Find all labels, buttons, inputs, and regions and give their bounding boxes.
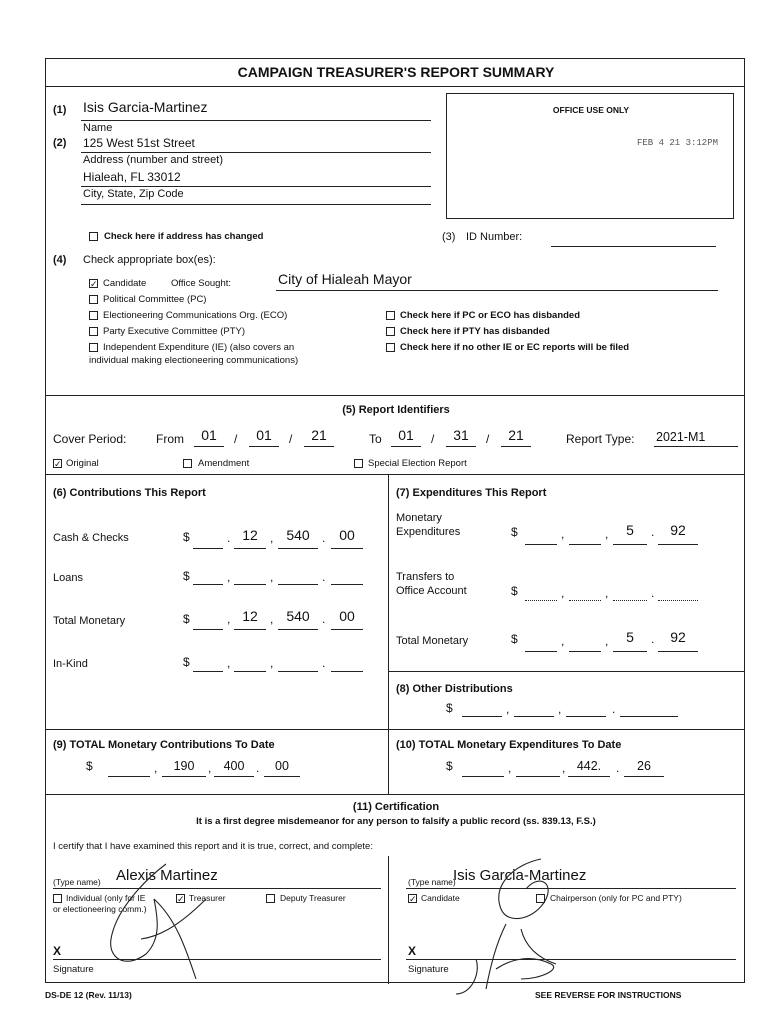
currency: $ xyxy=(446,759,453,773)
candidate-signature[interactable] xyxy=(446,854,586,999)
certification-title: (11) Certification xyxy=(352,801,440,813)
slash: / xyxy=(486,432,490,446)
form-title: CAMPAIGN TREASURER'S REPORT SUMMARY xyxy=(237,64,555,80)
to-day[interactable]: 31 xyxy=(453,427,469,443)
dot: . xyxy=(616,761,620,775)
from-day[interactable]: 01 xyxy=(256,427,272,443)
no-other-ie-checkbox[interactable] xyxy=(386,343,395,352)
comma: , xyxy=(506,702,510,716)
comma: , xyxy=(227,570,231,584)
currency: $ xyxy=(183,655,190,669)
monetary-exp-dollars[interactable]: 5 xyxy=(626,522,634,538)
transfers-label-line2: Office Account xyxy=(396,585,467,597)
treasurer-name[interactable]: Alexis Martinez xyxy=(116,867,218,884)
misdemeanor-warning: It is a first degree misdemeanor for any person to falsify a public record (ss. 839.13, F.S.) xyxy=(196,816,596,827)
to-year[interactable]: 21 xyxy=(508,427,524,443)
candidate-signature-label: Signature xyxy=(408,964,449,975)
monetary-exp-label-line2: Expenditures xyxy=(396,526,461,538)
exp-to-date-cents[interactable]: 26 xyxy=(637,759,651,773)
slash: / xyxy=(431,432,435,446)
report-type-value[interactable]: 2021-M1 xyxy=(656,430,706,444)
total-monetary-contrib-label: Total Monetary xyxy=(53,615,126,627)
item2-num: (2) xyxy=(53,137,67,149)
office-sought-label: Office Sought: xyxy=(171,278,232,289)
id-number-field[interactable] xyxy=(551,246,716,247)
dot: . xyxy=(322,570,326,584)
currency: $ xyxy=(183,530,190,544)
candidate-x-mark: X xyxy=(408,944,417,958)
eco-label: Electioneering Communications Org. (ECO) xyxy=(103,310,288,321)
dot: . xyxy=(651,586,655,600)
cash-cents[interactable]: 00 xyxy=(339,527,355,543)
candidate-signer-name[interactable]: Isis Garcia-Martinez xyxy=(453,867,587,884)
contrib-to-date-cents[interactable]: 00 xyxy=(275,759,289,773)
comma: , xyxy=(562,761,566,775)
candidate-checkbox[interactable]: ✓ xyxy=(90,279,98,289)
id-number-num: (3) xyxy=(442,231,456,243)
pc-checkbox[interactable] xyxy=(89,295,98,304)
type-name-label: (Type name) xyxy=(408,877,456,887)
comma: , xyxy=(561,586,565,600)
original-label: Original xyxy=(66,458,99,469)
dot: . xyxy=(322,531,326,545)
campaign-report-form xyxy=(45,58,745,983)
comma: , xyxy=(605,634,609,648)
city-value[interactable]: Hialeah, FL 33012 xyxy=(83,170,181,184)
form-id: DS-DE 12 (Rev. 11/13) xyxy=(45,990,132,1000)
treasurer-signature-label: Signature xyxy=(53,964,94,975)
comma: , xyxy=(605,586,609,600)
comma: , xyxy=(558,702,562,716)
deputy-treasurer-label: Deputy Treasurer xyxy=(280,893,346,903)
cover-period-label: Cover Period: xyxy=(53,432,127,446)
candidate-cert-label: Candidate xyxy=(421,893,460,903)
total-monetary-exp-label: Total Monetary xyxy=(396,635,469,647)
individual-label-line1: Individual (only for IE xyxy=(66,893,146,903)
name-label: Name xyxy=(83,122,113,134)
to-month[interactable]: 01 xyxy=(398,427,414,443)
comma: , xyxy=(561,527,565,541)
contrib-to-date-hundreds[interactable]: 400 xyxy=(223,759,245,773)
total-exp-cents[interactable]: 92 xyxy=(670,629,686,645)
comma: , xyxy=(508,761,512,775)
comma: , xyxy=(227,656,231,670)
monetary-exp-label-line1: Monetary xyxy=(396,512,442,524)
expenditures-title: (7) Expenditures This Report xyxy=(396,487,547,499)
comma: , xyxy=(154,761,158,775)
dot: . xyxy=(651,632,655,646)
currency: $ xyxy=(183,612,190,626)
treasurer-signature[interactable] xyxy=(86,859,226,984)
office-use-box xyxy=(446,93,734,219)
to-label: To xyxy=(369,432,382,446)
contributions-title: (6) Contributions This Report xyxy=(53,487,206,499)
deputy-treasurer-checkbox[interactable] xyxy=(266,894,275,903)
total-exp-to-date-title: (10) TOTAL Monetary Expenditures To Date xyxy=(396,739,622,751)
pty-label: Party Executive Committee (PTY) xyxy=(103,326,246,337)
special-election-checkbox[interactable] xyxy=(354,459,363,468)
transfers-label-line1: Transfers to xyxy=(396,571,455,583)
comma: , xyxy=(270,570,274,584)
pc-eco-disbanded-checkbox[interactable] xyxy=(386,311,395,320)
candidate-name-value[interactable]: Isis Garcia-Martinez xyxy=(83,99,208,115)
report-identifiers-title: (5) Report Identifiers xyxy=(342,404,450,416)
currency: $ xyxy=(511,632,518,646)
comma: , xyxy=(208,761,212,775)
item4-label: Check appropriate box(es): xyxy=(83,254,216,266)
cash-hundreds[interactable]: 540 xyxy=(286,527,310,543)
individual-checkbox[interactable] xyxy=(53,894,62,903)
from-month[interactable]: 01 xyxy=(201,427,217,443)
address-changed-checkbox[interactable] xyxy=(89,232,98,241)
comma: , xyxy=(561,634,565,648)
item1-num: (1) xyxy=(53,104,67,116)
original-checkbox[interactable]: ✓ xyxy=(54,459,62,469)
eco-checkbox[interactable] xyxy=(89,311,98,320)
treasurer-checkbox[interactable]: ✓ xyxy=(177,894,185,904)
comma: , xyxy=(270,612,274,626)
no-other-ie-label: Check here if no other IE or EC reports will be filed xyxy=(400,342,630,353)
treasurer-x-mark: X xyxy=(53,944,62,958)
currency: $ xyxy=(86,759,93,773)
special-election-label: Special Election Report xyxy=(368,458,467,469)
see-reverse-instructions: SEE REVERSE FOR INSTRUCTIONS xyxy=(535,990,682,1000)
ie-label-line1: Independent Expenditure (IE) (also covers an xyxy=(103,342,295,353)
from-label: From xyxy=(156,432,184,446)
cash-checks-label: Cash & Checks xyxy=(53,532,129,544)
amendment-label: Amendment xyxy=(198,458,250,469)
id-number-label: ID Number: xyxy=(466,231,523,243)
individual-label-line2: or electioneering comm.) xyxy=(53,904,147,914)
comma: , xyxy=(270,656,274,670)
treasurer-label: Treasurer xyxy=(189,893,226,903)
comma: , xyxy=(605,527,609,541)
type-name-label: (Type name) xyxy=(53,877,101,887)
received-stamp: FEB 4 21 3:12PM xyxy=(637,138,719,148)
address-label: Address (number and street) xyxy=(83,154,224,166)
candidate-cert-checkbox[interactable]: ✓ xyxy=(409,894,417,904)
total-exp-dollars[interactable]: 5 xyxy=(626,629,634,645)
chairperson-label: Chairperson (only for PC and PTY) xyxy=(550,893,682,903)
certify-statement: I certify that I have examined this report and it is true, correct, and complete: xyxy=(53,841,373,852)
comma: , xyxy=(227,612,231,626)
from-year[interactable]: 21 xyxy=(311,427,327,443)
monetary-exp-cents[interactable]: 92 xyxy=(670,522,686,538)
pc-label: Political Committee (PC) xyxy=(103,294,207,305)
ie-checkbox[interactable] xyxy=(89,343,98,352)
other-distributions-title: (8) Other Distributions xyxy=(396,683,513,695)
total-contrib-thousands[interactable]: 12 xyxy=(242,608,258,624)
comma: , xyxy=(270,531,274,545)
pc-eco-disbanded-label: Check here if PC or ECO has disbanded xyxy=(400,310,581,321)
city-label: City, State, Zip Code xyxy=(83,188,184,200)
loans-label: Loans xyxy=(53,572,83,584)
ie-label-line2: individual making electioneering communications) xyxy=(89,355,299,366)
report-type-label: Report Type: xyxy=(566,432,635,446)
office-sought-value[interactable]: City of Hialeah Mayor xyxy=(278,271,412,287)
pty-disbanded-label: Check here if PTY has disbanded xyxy=(400,326,550,337)
currency: $ xyxy=(183,569,190,583)
address-value[interactable]: 125 West 51st Street xyxy=(83,136,195,150)
office-use-label: OFFICE USE ONLY xyxy=(552,105,630,115)
total-contrib-hundreds[interactable]: 540 xyxy=(286,608,310,624)
in-kind-label: In-Kind xyxy=(53,658,88,670)
total-contrib-to-date-title: (9) TOTAL Monetary Contributions To Date xyxy=(53,739,275,751)
dot: . xyxy=(256,761,260,775)
contrib-to-date-thousands[interactable]: 190 xyxy=(173,759,195,773)
amendment-checkbox[interactable] xyxy=(183,459,192,468)
exp-to-date-dollars[interactable]: 442. xyxy=(576,759,602,773)
pty-checkbox[interactable] xyxy=(89,327,98,336)
dot: . xyxy=(612,702,616,716)
dot: . xyxy=(651,525,655,539)
currency: $ xyxy=(511,525,518,539)
pty-disbanded-checkbox[interactable] xyxy=(386,327,395,336)
slash: / xyxy=(289,432,293,446)
currency: $ xyxy=(446,701,453,715)
dot: . xyxy=(322,612,326,626)
dot: . xyxy=(322,656,326,670)
address-changed-label: Check here if address has changed xyxy=(104,231,264,242)
cash-thousands[interactable]: 12 xyxy=(242,527,258,543)
dot: . xyxy=(227,531,231,545)
slash: / xyxy=(234,432,238,446)
total-contrib-cents[interactable]: 00 xyxy=(339,608,355,624)
currency: $ xyxy=(511,584,518,598)
item4-num: (4) xyxy=(53,254,67,266)
candidate-label: Candidate xyxy=(103,278,147,289)
